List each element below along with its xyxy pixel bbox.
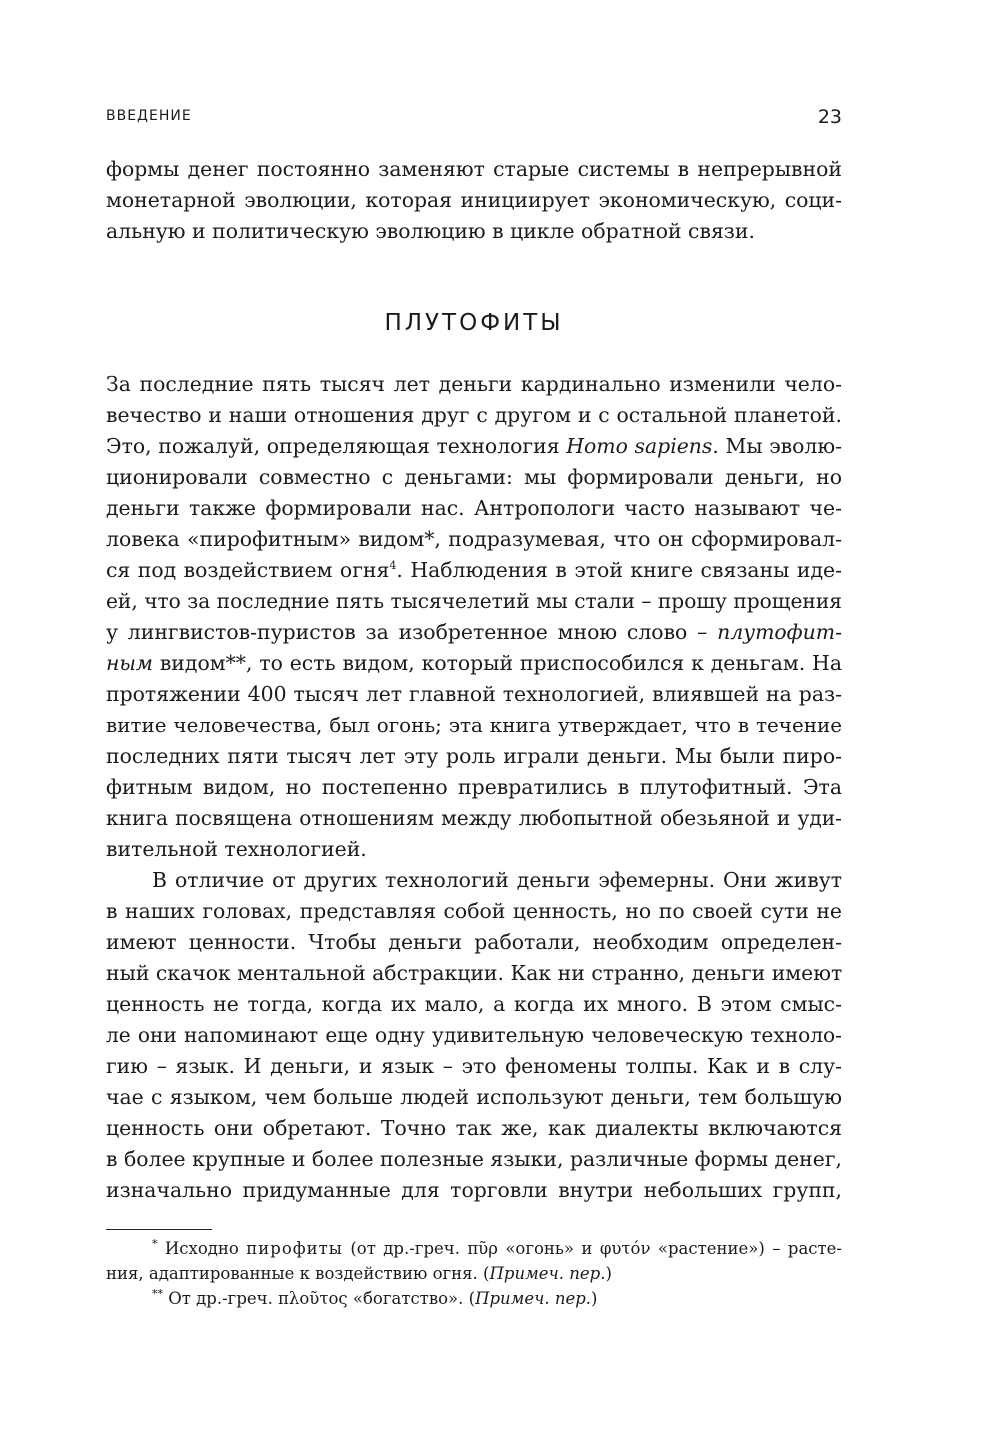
text-line: ный скачок ментальной абстракции. Как ни странно, деньги имеют xyxy=(106,961,843,985)
text-line xyxy=(106,555,842,586)
text-line: изначально придуманные для торговли внутри небольших групп, xyxy=(106,1178,842,1202)
footnote-line xyxy=(106,1261,842,1286)
text-line: деньги также формировали нас. Антропологи часто называют че- xyxy=(106,496,842,520)
text-fragment: ся под воздействием огня xyxy=(106,558,390,582)
footnotes xyxy=(106,1236,842,1311)
footnote-separator xyxy=(106,1229,212,1230)
footnote-term: пирофиты xyxy=(246,1239,343,1258)
section-heading: ПЛУТОФИТЫ xyxy=(384,310,564,336)
paragraph-2 xyxy=(106,865,842,1206)
text-line: ей, что за последние пять тысячелетий мы стали – прошу прощения xyxy=(106,589,842,613)
text-line xyxy=(106,617,842,648)
text-line: имеют ценности. Чтобы деньги работали, необходим определен- xyxy=(106,930,842,954)
italic-term: плутофит- xyxy=(717,620,842,644)
text-line: монетарной эволюции, которая инициирует экономическую, соци- xyxy=(106,188,842,212)
footnote-line xyxy=(106,1236,842,1261)
text-line: витие человечества, был огонь; эта книга утверждает, что в течение xyxy=(106,714,842,737)
footnote-mark: * xyxy=(424,527,435,551)
italic-term: Homo sapiens xyxy=(566,434,713,458)
text-line: вечество и наши отношения друг с другом и с остальной планетой. xyxy=(106,403,842,427)
text-line: в наших головах, представляя собой ценность, но по своей сути не xyxy=(106,899,842,923)
translator-note: Примеч. пер. xyxy=(475,1289,592,1308)
text-line: вительной технологией. xyxy=(106,837,367,861)
text-line: За последние пять тысяч лет деньги кардинально изменили чело- xyxy=(106,372,842,396)
text-fragment: ) xyxy=(591,1289,598,1308)
text-line: фитным видом, но постепенно превратились в плутофитный. Эта xyxy=(106,775,842,799)
running-title: ВВЕДЕНИЕ xyxy=(106,108,192,124)
footnote-mark: * xyxy=(152,1237,158,1251)
text-line: книга посвящена отношениям между любопытной обезьяной и уди- xyxy=(106,806,842,830)
text-line xyxy=(106,648,842,679)
footnote-mark: ** xyxy=(152,1287,163,1301)
endnote-ref: 4 xyxy=(389,559,397,573)
text-fragment: . Наблюдения в этой книге связаны иде- xyxy=(396,558,842,582)
text-line: ле они напоминают еще одну удивительную человеческую техноло- xyxy=(106,1023,842,1047)
translator-note: Примеч. пер. xyxy=(489,1264,606,1283)
italic-term: ным xyxy=(106,651,153,675)
running-header xyxy=(106,106,842,130)
text-line xyxy=(106,524,842,555)
text-fragment: ловека «пирофитным» видом xyxy=(106,527,425,551)
text-line: чае с языком, чем больше людей используют деньги, тем большую xyxy=(106,1085,842,1109)
paragraph-1 xyxy=(106,369,842,865)
text-line: В отличие от других технологий деньги эфемерны. Они живут xyxy=(152,868,842,892)
text-line: альную и политическую эволюцию в цикле обратной связи. xyxy=(106,219,755,243)
text-fragment: видом**, то есть видом, который приспособился к деньгам. На xyxy=(152,651,842,675)
text-line: протяжении 400 тысяч лет главной технологией, влиявшей на раз- xyxy=(106,682,842,706)
text-line: ценность не тогда, когда их мало, а когда их много. В этом смыс- xyxy=(106,992,842,1016)
text-line: формы денег постоянно заменяют старые системы в непрерывной xyxy=(106,157,842,181)
text-fragment: , подразумевая, что он сформировал- xyxy=(434,527,842,551)
text-fragment: Исходно xyxy=(157,1239,247,1258)
text-fragment: . Мы эволю- xyxy=(712,434,843,458)
text-fragment: ) xyxy=(605,1264,612,1283)
page-number: 23 xyxy=(817,106,842,128)
text-line: гию – язык. И деньги, и язык – это феномены толпы. Как и в слу- xyxy=(106,1054,842,1078)
text-fragment: (от др.-греч. πῦρ «огонь» и φυτόν «растение») – расте- xyxy=(342,1239,842,1258)
text-line: в более крупные и более полезные языки, различные формы денег, xyxy=(106,1147,842,1171)
footnote-line xyxy=(106,1286,842,1311)
text-fragment: ния, адаптированные к воздействию огня. ( xyxy=(106,1264,490,1283)
text-fragment: Это, пожалуй, определяющая технология xyxy=(106,434,567,458)
text-fragment: у лингвистов-пуристов за изобретенное мною слово – xyxy=(106,620,718,644)
intro-paragraph xyxy=(106,154,842,247)
text-line: последних пяти тысяч лет эту роль играли деньги. Мы были пиро- xyxy=(106,744,842,768)
text-fragment: От др.-греч. πλοῦτος «богатство». ( xyxy=(163,1289,476,1308)
text-line: ционировали совместно с деньгами: мы формировали деньги, но xyxy=(106,465,842,489)
text-line xyxy=(106,431,842,462)
text-line: ценность они обретают. Точно так же, как диалекты включаются xyxy=(106,1116,842,1140)
